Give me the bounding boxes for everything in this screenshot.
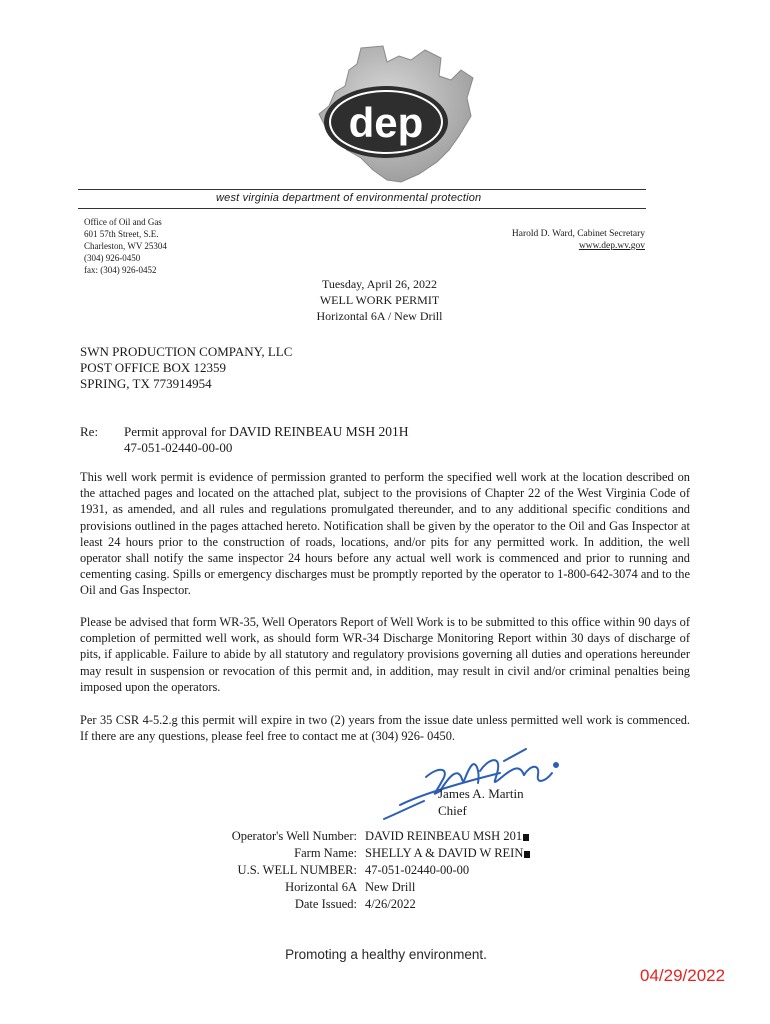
- dep-logo: [291, 40, 481, 190]
- header-rule-top: [78, 189, 646, 190]
- re-subject: [124, 424, 408, 456]
- detail-label: U.S. WELL NUMBER:: [237, 863, 357, 877]
- reporting-paragraph: Please be advised that form WR-35, Well Operators Report of Well Work is to be submitted to this office within 90 days of completion of permitted well work, as should form WR-34 Discharge Monitoring Report within 30 days of discharge of pits, if applicable. Failure to abide by all statutory and regulatory provisions governing all duties and operations hereunder may result in suspension or revocation of this permit and, in addition, may result in civil and/or criminal penalties being imposed upon the operators.: [80, 615, 690, 694]
- dep-logo-graphic: [291, 40, 481, 190]
- secretary-name: Harold D. Ward, Cabinet Secretary: [511, 229, 645, 239]
- office-line: Charleston, WV 25304: [84, 241, 167, 251]
- received-date-stamp: 04/29/2022: [640, 966, 726, 985]
- recipient-line: SPRING, TX 773914954: [80, 376, 212, 391]
- footer-slogan: Promoting a healthy environment.: [285, 947, 487, 962]
- office-line: 601 57th Street, S.E.: [84, 229, 159, 239]
- recipient-address: [80, 344, 292, 392]
- cabinet-secretary: [470, 228, 645, 252]
- permit-date: Tuesday, April 26, 2022: [321, 277, 438, 291]
- header-rule-bottom: [78, 208, 646, 209]
- detail-label: Farm Name:: [294, 846, 357, 860]
- re-api-number: 47-051-02440-00-00: [124, 440, 233, 455]
- redaction-box: [523, 834, 529, 841]
- signatory-title: Chief: [438, 803, 467, 818]
- detail-label: Operator's Well Number:: [231, 829, 357, 843]
- permit-title: WELL WORK PERMIT: [319, 293, 440, 307]
- well-detail-labels: [195, 828, 357, 913]
- well-detail-values: [365, 828, 524, 913]
- recipient-line: POST OFFICE BOX 12359: [80, 360, 227, 375]
- detail-value: 4/26/2022: [365, 897, 416, 911]
- permit-paragraph: This well work permit is evidence of permission granted to perform the specified well work at the location described on the attached pages and located on the attached plat, subject to the provisions of Chapter 22 of the West Virginia Code of 1931, as amended, and all rules and regulations promulgated thereunder, and to any additional specific conditions and provisions outlined in the pages attached hereto. Notification shall be given by the operator to the Oil and Gas Inspector at least 24 hours prior to the construction of roads, locations, and/or pits for any permitted work. In addition, the well operator shall notify the same inspector 24 hours before any actual well work is commenced and prior to running and cementing casing. Spills or emergency discharges must be promptly reported by the operator to 1-800-642-3074 and to the Oil and Gas Inspector.: [80, 470, 690, 598]
- detail-label: Horizontal 6A: [285, 880, 357, 894]
- permit-header: [292, 276, 467, 324]
- signatory: [438, 785, 524, 819]
- detail-label: Date Issued:: [294, 897, 357, 911]
- recipient-line: SWN PRODUCTION COMPANY, LLC: [80, 344, 293, 359]
- detail-value: SHELLY A & DAVID W REIN: [365, 846, 524, 860]
- re-label: Re:: [80, 424, 99, 439]
- logo-text: dep: [348, 99, 424, 146]
- detail-value: 47-051-02440-00-00: [365, 863, 470, 877]
- re-prefix: Permit approval for: [124, 424, 226, 439]
- re-well-name: DAVID REINBEAU MSH 201H: [229, 424, 409, 439]
- expiration-paragraph: Per 35 CSR 4-5.2.g this permit will expire in two (2) years from the issue date unless permitted well work is commenced. If there are any questions, please feel free to contact me at (304) 926- 0450.: [80, 713, 690, 744]
- office-line: Office of Oil and Gas: [84, 217, 162, 227]
- redaction-box: [524, 851, 530, 858]
- agency-name: west virginia department of environmental protection: [216, 192, 482, 204]
- office-line: (304) 926-0450: [84, 253, 141, 263]
- detail-value: DAVID REINBEAU MSH 201: [365, 829, 523, 843]
- website-link[interactable]: www.dep.wv.gov: [578, 241, 645, 251]
- signatory-name: James A. Martin: [438, 786, 524, 801]
- permit-type: Horizontal 6A / New Drill: [316, 309, 443, 323]
- office-address: [84, 216, 167, 276]
- office-line: fax: (304) 926-0452: [84, 265, 157, 275]
- detail-value: New Drill: [365, 880, 416, 894]
